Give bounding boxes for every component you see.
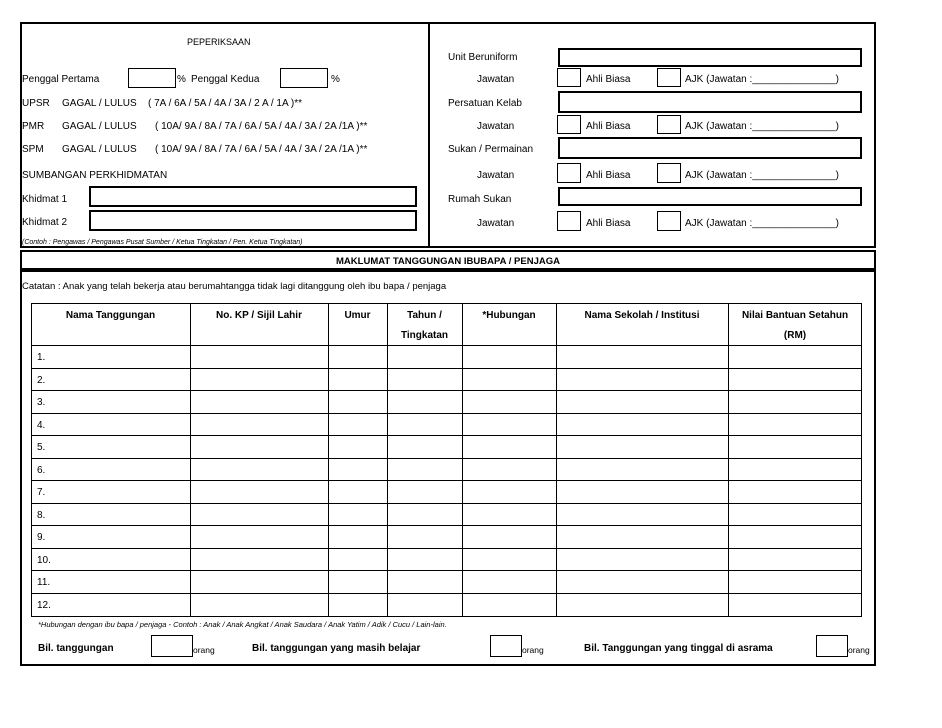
- unit-beruniform-label: Unit Beruniform: [448, 52, 518, 63]
- table-cell[interactable]: [729, 414, 861, 435]
- table-cell[interactable]: [32, 594, 189, 615]
- sumbangan-heading: SUMBANGAN PERKHIDMATAN: [22, 170, 168, 181]
- table-cell[interactable]: [329, 391, 386, 412]
- top-divider: [428, 22, 430, 248]
- table-cell[interactable]: [191, 346, 327, 367]
- table-cell[interactable]: [463, 346, 555, 367]
- table-row-number: 10.: [37, 555, 51, 566]
- table-cell[interactable]: [557, 481, 727, 502]
- table-cell[interactable]: [32, 414, 189, 435]
- bil-tanggungan-label: Bil. tanggungan: [38, 643, 114, 654]
- persatuan-ajk-checkbox[interactable]: [657, 115, 681, 134]
- pmr-label: PMR: [22, 121, 45, 132]
- table-cell[interactable]: [729, 481, 861, 502]
- table-cell[interactable]: [329, 369, 386, 390]
- table-cell[interactable]: [463, 481, 555, 502]
- sukan-jawatan-label: Jawatan: [477, 170, 515, 181]
- table-cell[interactable]: [191, 436, 327, 457]
- sukan-ahli-label: Ahli Biasa: [586, 170, 631, 181]
- table-cell[interactable]: [557, 571, 727, 592]
- spm-grades[interactable]: ( 10A/ 9A / 8A / 7A / 6A / 5A / 4A / 3A / 2A /1A )**: [155, 144, 368, 155]
- rumah-ajk-label: AJK (Jawatan :_______________): [685, 218, 840, 229]
- table-cell[interactable]: [463, 526, 555, 547]
- upsr-status[interactable]: GAGAL / LULUS: [62, 98, 137, 109]
- table-cell[interactable]: [388, 459, 461, 480]
- col-nama: Nama Tanggungan: [65, 310, 156, 321]
- table-cell[interactable]: [191, 414, 327, 435]
- unit-beruniform-input[interactable]: [558, 48, 862, 67]
- table-cell[interactable]: [557, 549, 727, 570]
- table-cell[interactable]: [32, 391, 189, 412]
- table-row-number: 5.: [37, 442, 46, 453]
- table-cell[interactable]: [32, 459, 189, 480]
- table-cell[interactable]: [191, 526, 327, 547]
- table-row-number: 4.: [37, 420, 46, 431]
- rumah-sukan-input[interactable]: [558, 187, 862, 206]
- table-cell[interactable]: [463, 391, 555, 412]
- upsr-label: UPSR: [22, 98, 50, 109]
- table-cell[interactable]: [388, 594, 461, 615]
- table-cell[interactable]: [557, 526, 727, 547]
- bil-belajar-input[interactable]: [490, 635, 522, 657]
- table-cell[interactable]: [557, 436, 727, 457]
- table-cell[interactable]: [463, 436, 555, 457]
- bil-tanggungan-orang: orang: [193, 645, 215, 655]
- table-cell[interactable]: [191, 549, 327, 570]
- persatuan-ahli-label: Ahli Biasa: [586, 121, 631, 132]
- table-cell[interactable]: [329, 571, 386, 592]
- table-cell[interactable]: [463, 549, 555, 570]
- table-cell[interactable]: [32, 571, 189, 592]
- penggal-kedua-input[interactable]: [280, 68, 328, 88]
- table-cell[interactable]: [191, 571, 327, 592]
- bil-tanggungan-input[interactable]: [151, 635, 193, 657]
- table-row-number: 8.: [37, 510, 46, 521]
- unit-ajk-checkbox[interactable]: [657, 68, 681, 87]
- col-sekolah: Nama Sekolah / Institusi: [584, 310, 700, 321]
- table-cell[interactable]: [388, 346, 461, 367]
- penggal-kedua-pct: %: [331, 74, 340, 85]
- unit-ahli-label: Ahli Biasa: [586, 74, 631, 85]
- hubungan-note: *Hubungan dengan ibu bapa / penjaga - Contoh : Anak / Anak Angkat / Anak Saudara / Anak Yatim / Adik / Cucu / Lain-lain.: [38, 620, 447, 629]
- table-cell[interactable]: [729, 459, 861, 480]
- table-cell[interactable]: [557, 594, 727, 615]
- table-cell[interactable]: [32, 436, 189, 457]
- table-cell[interactable]: [329, 436, 386, 457]
- unit-jawatan-label: Jawatan: [477, 74, 515, 85]
- table-cell[interactable]: [32, 346, 189, 367]
- bil-asrama-input[interactable]: [816, 635, 848, 657]
- table-cell[interactable]: [388, 369, 461, 390]
- penggal-pertama-label: Penggal Pertama: [22, 74, 100, 85]
- table-cell[interactable]: [463, 414, 555, 435]
- khidmat1-label: Khidmat 1: [22, 194, 68, 205]
- sukan-ajk-label: AJK (Jawatan :_______________): [685, 170, 840, 181]
- pmr-status[interactable]: GAGAL / LULUS: [62, 121, 137, 132]
- col-tingkatan: Tingkatan: [400, 330, 449, 341]
- table-cell[interactable]: [388, 436, 461, 457]
- table-cell[interactable]: [729, 504, 861, 525]
- table-cell[interactable]: [463, 504, 555, 525]
- table-cell[interactable]: [329, 481, 386, 502]
- table-cell[interactable]: [557, 391, 727, 412]
- table-cell[interactable]: [557, 414, 727, 435]
- peperiksaan-title: PEPERIKSAAN: [187, 37, 251, 47]
- table-cell[interactable]: [32, 504, 189, 525]
- contoh-note: (Contoh : Pengawas / Pengawas Pusat Sumber / Ketua Tingkatan / Pen. Ketua Tingkatan): [22, 239, 303, 246]
- table-row-number: 9.: [37, 532, 46, 543]
- table-cell[interactable]: [463, 369, 555, 390]
- sukan-input[interactable]: [558, 137, 862, 159]
- tanggungan-header: MAKLUMAT TANGGUNGAN IBUBAPA / PENJAGA: [336, 256, 560, 267]
- khidmat1-input[interactable]: [89, 186, 417, 207]
- bil-asrama-label: Bil. Tanggungan yang tinggal di asrama: [584, 643, 773, 654]
- sukan-label: Sukan / Permainan: [448, 144, 534, 155]
- table-row-number: 11.: [37, 577, 51, 588]
- upsr-grades[interactable]: ( 7A / 6A / 5A / 4A / 3A / 2 A / 1A )**: [148, 98, 302, 109]
- spm-status[interactable]: GAGAL / LULUS: [62, 144, 137, 155]
- table-cell[interactable]: [329, 549, 386, 570]
- table-cell[interactable]: [729, 526, 861, 547]
- table-row-number: 1.: [37, 352, 46, 363]
- khidmat2-input[interactable]: [89, 210, 417, 231]
- table-row-number: 6.: [37, 465, 46, 476]
- table-cell[interactable]: [329, 504, 386, 525]
- table-cell[interactable]: [191, 504, 327, 525]
- table-row-number: 12.: [37, 600, 51, 611]
- table-cell[interactable]: [388, 549, 461, 570]
- persatuan-ajk-label: AJK (Jawatan :_______________): [685, 121, 840, 132]
- rumah-ahli-checkbox[interactable]: [557, 211, 581, 231]
- col-hubungan: *Hubungan: [482, 310, 536, 321]
- catatan-text: Catatan : Anak yang telah bekerja atau berumahtangga tidak lagi ditanggung oleh ibu bapa / penjaga: [22, 281, 447, 292]
- table-row-number: 7.: [37, 487, 46, 498]
- table-cell[interactable]: [329, 526, 386, 547]
- table-row-number: 2.: [37, 375, 46, 386]
- table-cell[interactable]: [729, 571, 861, 592]
- persatuan-input[interactable]: [558, 91, 862, 113]
- table-cell[interactable]: [329, 594, 386, 615]
- table-cell[interactable]: [329, 414, 386, 435]
- table-cell[interactable]: [388, 481, 461, 502]
- table-cell[interactable]: [388, 391, 461, 412]
- table-cell[interactable]: [729, 549, 861, 570]
- table-cell[interactable]: [463, 571, 555, 592]
- table-cell[interactable]: [729, 391, 861, 412]
- table-cell[interactable]: [32, 369, 189, 390]
- table-cell[interactable]: [191, 459, 327, 480]
- rumah-sukan-label: Rumah Sukan: [448, 194, 512, 205]
- rumah-ajk-checkbox[interactable]: [657, 211, 681, 231]
- table-cell[interactable]: [32, 549, 189, 570]
- rumah-jawatan-label: Jawatan: [477, 218, 515, 229]
- persatuan-label: Persatuan Kelab: [448, 98, 522, 109]
- spm-label: SPM: [22, 144, 44, 155]
- pmr-grades[interactable]: ( 10A/ 9A / 8A / 7A / 6A / 5A / 4A / 3A / 2A /1A )**: [155, 121, 368, 132]
- table-cell[interactable]: [329, 459, 386, 480]
- khidmat2-label: Khidmat 2: [22, 217, 68, 228]
- table-row-number: 3.: [37, 397, 46, 408]
- bil-belajar-orang: orang: [522, 645, 544, 655]
- rumah-ahli-label: Ahli Biasa: [586, 218, 631, 229]
- penggal-kedua-label: Penggal Kedua: [191, 74, 260, 85]
- table-cell[interactable]: [388, 571, 461, 592]
- persatuan-jawatan-label: Jawatan: [477, 121, 515, 132]
- table-cell[interactable]: [557, 459, 727, 480]
- table-cell[interactable]: [191, 594, 327, 615]
- table-cell[interactable]: [729, 594, 861, 615]
- table-cell[interactable]: [729, 346, 861, 367]
- table-cell[interactable]: [388, 414, 461, 435]
- table-cell[interactable]: [557, 346, 727, 367]
- table-cell[interactable]: [729, 436, 861, 457]
- col-kp: No. KP / Sijil Lahir: [216, 310, 302, 321]
- unit-ahli-checkbox[interactable]: [557, 68, 581, 87]
- col-umur: Umur: [344, 310, 371, 321]
- sukan-ahli-checkbox[interactable]: [557, 163, 581, 183]
- sukan-ajk-checkbox[interactable]: [657, 163, 681, 183]
- persatuan-ahli-checkbox[interactable]: [557, 115, 581, 134]
- unit-ajk-label: AJK (Jawatan :_______________): [685, 74, 840, 85]
- col-nilai: Nilai Bantuan Setahun: [741, 310, 849, 321]
- table-cell[interactable]: [388, 526, 461, 547]
- table-cell[interactable]: [557, 504, 727, 525]
- table-cell[interactable]: [463, 594, 555, 615]
- bil-asrama-orang: orang: [848, 645, 870, 655]
- table-cell[interactable]: [32, 526, 189, 547]
- penggal-pertama-input[interactable]: [128, 68, 176, 88]
- table-cell[interactable]: [191, 391, 327, 412]
- table-cell[interactable]: [729, 369, 861, 390]
- penggal-pertama-pct: %: [177, 74, 186, 85]
- col-nilai-rm: (RM): [783, 330, 807, 341]
- table-cell[interactable]: [32, 481, 189, 502]
- table-cell[interactable]: [191, 481, 327, 502]
- table-cell[interactable]: [557, 369, 727, 390]
- table-cell[interactable]: [463, 459, 555, 480]
- bil-belajar-label: Bil. tanggungan yang masih belajar: [252, 643, 421, 654]
- table-cell[interactable]: [388, 504, 461, 525]
- table-cell[interactable]: [329, 346, 386, 367]
- table-cell[interactable]: [191, 369, 327, 390]
- col-tahun: Tahun /: [407, 310, 442, 321]
